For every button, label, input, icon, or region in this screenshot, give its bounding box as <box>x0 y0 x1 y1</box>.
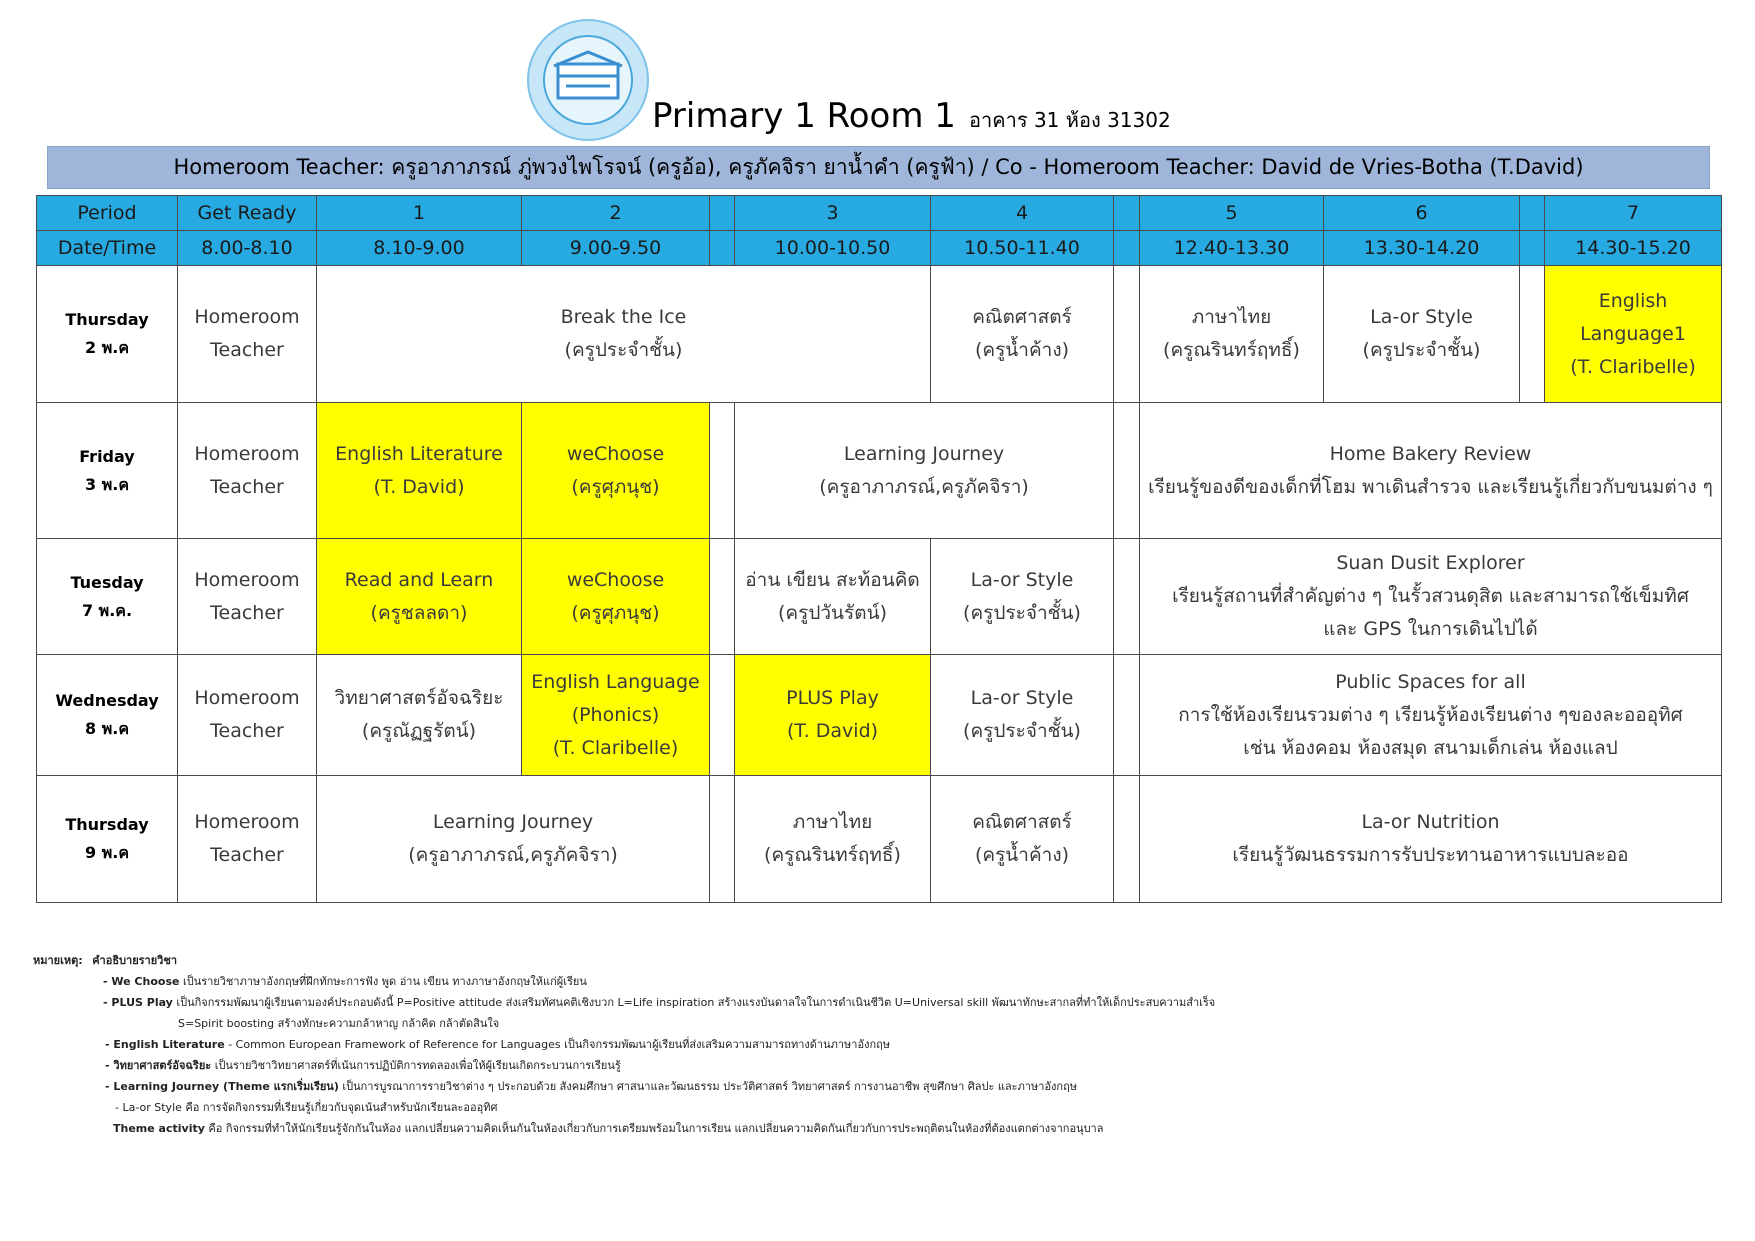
notes-prefix: หมายเหตุ: <box>33 954 83 967</box>
day-date: 3 พ.ค <box>84 474 130 494</box>
homeroom-cell <box>178 776 317 903</box>
note-text: เป็นรายวิชาภาษาอังกฤษที่ฝึกทักษะการฟัง พูด อ่าน เขียน ทางภาษาอังกฤษให้แก่ผู้เรียน <box>182 975 587 988</box>
cell-line: La-or Style <box>970 568 1074 591</box>
time-2: 9.00-9.50 <box>522 231 710 266</box>
break-gap <box>710 231 735 266</box>
break-gap <box>710 196 735 231</box>
lunch-gap <box>1114 403 1140 539</box>
cell-line: (ครูอาภาภรณ์,ครูภัคจิรา) <box>819 475 1029 498</box>
note-line <box>33 971 1215 992</box>
note-term: - วิทยาศาสตร์อัจฉริยะ <box>105 1059 212 1072</box>
notes-heading: คำอธิบายรายวิชา <box>92 954 177 967</box>
timetable <box>36 195 1722 903</box>
cell-line: weChoose <box>566 568 665 591</box>
period-6: 6 <box>1324 196 1520 231</box>
datetime-label: Date/Time <box>37 231 178 266</box>
subject-cell <box>1140 776 1722 903</box>
subject-cell-highlight <box>1545 266 1722 403</box>
cell-line: English <box>1598 289 1668 312</box>
cell-line: (ครูณรินทร์ฤทธิ์) <box>1163 339 1300 361</box>
cell-line: (ครูน้ำค้าง) <box>974 339 1070 361</box>
subject-cell <box>317 776 710 903</box>
note-line <box>33 1097 1215 1118</box>
note-term: Theme activity <box>113 1122 205 1135</box>
time-6: 13.30-14.20 <box>1324 231 1520 266</box>
day-date: 8 พ.ค <box>84 719 130 738</box>
note-term: - PLUS Play <box>103 996 173 1009</box>
cell-line: English Literature <box>335 442 503 465</box>
table-row <box>37 403 1722 539</box>
cell-line: Teacher <box>210 475 284 498</box>
note-term: - English Literature <box>105 1038 225 1051</box>
cell-line: (ครูศุภนุช) <box>571 475 660 498</box>
cell-line: เช่น ห้องคอม ห้องสมุด สนามเด็กเล่น ห้องแลป <box>1243 736 1618 759</box>
cell-line: Teacher <box>210 720 284 742</box>
cell-line: Read and Learn <box>344 568 494 591</box>
cell-line: การใช้ห้องเรียนรวมต่าง ๆ เรียนรู้ห้องเรียนต่าง ๆของละอออุทิศ <box>1178 703 1683 726</box>
break-gap <box>710 403 735 539</box>
cell-line: (ครูศุภนุช) <box>571 601 660 624</box>
cell-line: (ครูปวันรัตน์) <box>778 601 887 624</box>
subject-cell <box>1140 266 1324 403</box>
day-name: Thursday <box>65 815 149 834</box>
lunch-gap <box>1114 196 1140 231</box>
table-row <box>37 539 1722 655</box>
cell-line: อ่าน เขียน สะท้อนคิด <box>745 568 920 591</box>
day-name: Thursday <box>65 310 149 329</box>
time-get-ready: 8.00-8.10 <box>178 231 317 266</box>
cell-line: Homeroom <box>194 442 300 465</box>
cell-line: (T. David) <box>373 475 465 498</box>
subject-cell-highlight <box>522 539 710 655</box>
subject-cell <box>735 776 931 903</box>
period-2: 2 <box>522 196 710 231</box>
cell-line: Homeroom <box>194 811 300 833</box>
cell-line: เรียนรู้วัฒนธรรมการรับประทานอาหารแบบละออ <box>1232 844 1629 866</box>
day-date: 2 พ.ค <box>84 338 130 357</box>
cell-line: (ครูณรินทร์ฤทธิ์) <box>764 844 901 866</box>
note-term: - We Choose <box>103 975 180 988</box>
cell-line: คณิตศาสตร์ <box>972 811 1072 833</box>
cell-line: weChoose <box>566 442 665 465</box>
period-4: 4 <box>931 196 1114 231</box>
cell-line: (ครูประจำชั้น) <box>963 601 1081 624</box>
cell-line: La-or Style <box>1370 306 1473 328</box>
cell-line: (ครูประจำชั้น) <box>564 339 683 361</box>
table-row <box>37 655 1722 776</box>
subject-cell <box>1140 655 1722 776</box>
break-gap <box>710 655 735 776</box>
note-line <box>33 992 1215 1013</box>
period-row <box>37 196 1722 231</box>
subject-cell-highlight <box>522 403 710 539</box>
cell-line: (ครูประจำชั้น) <box>963 720 1081 742</box>
break-gap <box>710 539 735 655</box>
homeroom-text: Homeroom Teacher: ครูอาภาภรณ์ ภู่พวงไพโรจน์ (ครูอ้อ), ครูภัคจิรา ยาน้ำคำ (ครูฟ้า) / Co - Homeroom Teacher: David de Vries-Botha (T.David) <box>173 155 1584 179</box>
subject-cell-highlight <box>522 655 710 776</box>
period-label: Period <box>37 196 178 231</box>
subject-cell-highlight <box>317 403 522 539</box>
cell-line: (T. David) <box>786 720 879 742</box>
note-text: เป็นการบูรณาการรายวิชาต่าง ๆ ประกอบด้วย สังคมศึกษา ศาสนาและวัฒนธรรม ประวัติศาสตร์ วิทยาศาสตร์ การงานอาชีพ สุขศึกษา ศิลปะ และภาษาอังกฤษ <box>342 1080 1077 1093</box>
note-line <box>33 1055 1215 1076</box>
day-cell <box>37 539 178 655</box>
note-term: - Learning Journey (Theme แรกเริ่มเรียน) <box>105 1080 339 1093</box>
cell-line: (ครูประจำชั้น) <box>1362 339 1481 361</box>
note-text: เป็นรายวิชาวิทยาศาสตร์ที่เน้นการปฏิบัติการทดลองเพื่อให้ผู้เรียนเกิดกระบวนการเรียนรู้ <box>214 1059 621 1072</box>
cell-line: Homeroom <box>194 306 300 328</box>
period-1: 1 <box>317 196 522 231</box>
subject-cell <box>931 776 1114 903</box>
homeroom-cell <box>178 403 317 539</box>
cell-line: Learning Journey <box>432 811 594 833</box>
cell-line: Learning Journey <box>843 442 1005 465</box>
cell-line: (Phonics) <box>571 703 660 726</box>
note-text: คือ กิจกรรมที่ทำให้นักเรียนรู้จักกันในห้อง แลกเปลี่ยนความคิดเห็นกันในห้องเกี่ยวกับการเตรียมพร้อมในการเรียน แลกเปลี่ยนความคิดกันเกี่ยวกับการประพฤติตนในห้องที่ต้องแตกต่างจากอนุบาล <box>208 1122 1104 1135</box>
subject-cell <box>317 266 931 403</box>
note-line <box>33 1118 1215 1139</box>
subject-cell <box>317 655 522 776</box>
lunch-gap <box>1114 776 1140 903</box>
cell-line: เรียนรู้สถานที่สำคัญต่าง ๆ ในรั้วสวนดุสิต และสามารถใช้เข็มทิศ <box>1172 585 1689 607</box>
cell-line: Teacher <box>210 339 284 361</box>
subject-cell <box>931 266 1114 403</box>
cell-line: ภาษาไทย <box>1191 306 1272 328</box>
homeroom-cell <box>178 655 317 776</box>
subject-cell <box>1140 539 1722 655</box>
subject-cell <box>735 403 1114 539</box>
table-row <box>37 266 1722 403</box>
subject-cell <box>735 539 931 655</box>
cell-line: English Language <box>531 670 700 693</box>
break-gap <box>1520 266 1545 403</box>
period-3: 3 <box>735 196 931 231</box>
subject-cell <box>1324 266 1520 403</box>
note-line <box>33 1034 1215 1055</box>
cell-line: La-or Style <box>970 687 1074 709</box>
cell-line: คณิตศาสตร์ <box>972 306 1072 328</box>
cell-line: Language1 <box>1580 322 1686 345</box>
cell-line: PLUS Play <box>786 687 879 709</box>
cell-line: Homeroom <box>194 687 300 709</box>
lunch-gap <box>1114 266 1140 403</box>
cell-line: Break the Ice <box>560 306 687 328</box>
day-cell <box>37 655 178 776</box>
note-text: - La-or Style คือ การจัดกิจกรรมที่เรียนรู้เกี่ยวกับจุดเน้นสำหรับนักเรียนละอออุทิศ <box>115 1101 498 1114</box>
break-gap <box>1520 196 1545 231</box>
time-5: 12.40-13.30 <box>1140 231 1324 266</box>
period-7: 7 <box>1545 196 1722 231</box>
subject-cell-highlight <box>317 539 522 655</box>
cell-line: Teacher <box>210 844 284 866</box>
break-gap <box>1520 231 1545 266</box>
note-text: - Common European Framework of Reference for Languages เป็นกิจกรรมพัฒนาผู้เรียนที่ส่งเสริมความสามารถทางด้านภาษาอังกฤษ <box>228 1038 891 1051</box>
table-row <box>37 776 1722 903</box>
notes-title <box>33 950 1215 971</box>
note-line <box>33 1076 1215 1097</box>
day-name: Wednesday <box>55 691 159 710</box>
day-cell <box>37 776 178 903</box>
cell-line: (T. Claribelle) <box>552 736 679 759</box>
subject-cell <box>931 655 1114 776</box>
note-text: เป็นกิจกรรมพัฒนาผู้เรียนตามองค์ประกอบดังนี้ P=Positive attitude ส่งเสริมทัศนคติเชิงบวก L=Life inspiration สร้างแรงบันดาลใจในการดำเนินชีวิต U=Universal skill พัฒนาทักษะสากลที่ทำให้เด็กประสบความสำเร็จ <box>176 996 1216 1009</box>
note-line <box>33 1013 1215 1034</box>
day-date: 7 พ.ค. <box>81 600 133 620</box>
break-gap <box>710 776 735 903</box>
subject-cell <box>931 539 1114 655</box>
cell-line: เรียนรู้ของดีของเด็กที่โฮม พาเดินสำรวจ และเรียนรู้เกี่ยวกับขนมต่าง ๆ <box>1148 475 1713 498</box>
notes-section <box>33 950 1215 1139</box>
cell-line: (ครูณัฏฐรัตน์) <box>361 720 477 742</box>
time-3: 10.00-10.50 <box>735 231 931 266</box>
cell-line: (ครูชลลดา) <box>370 601 468 624</box>
cell-line: (ครูน้ำค้าง) <box>974 844 1070 866</box>
homeroom-cell <box>178 539 317 655</box>
period-5: 5 <box>1140 196 1324 231</box>
class-title: Primary 1 Room 1 <box>652 96 956 136</box>
cell-line: และ GPS ในการเดินไปได้ <box>1323 618 1538 640</box>
cell-line: Home Bakery Review <box>1329 442 1532 465</box>
cell-line: Homeroom <box>194 568 300 591</box>
day-cell <box>37 403 178 539</box>
day-name: Tuesday <box>70 572 144 592</box>
period-get-ready: Get Ready <box>178 196 317 231</box>
time-7: 14.30-15.20 <box>1545 231 1722 266</box>
cell-line: วิทยาศาสตร์อัจฉริยะ <box>334 687 504 709</box>
homeroom-banner <box>47 146 1710 189</box>
subject-cell <box>1140 403 1722 539</box>
cell-line: ภาษาไทย <box>792 811 873 833</box>
cell-line: Public Spaces for all <box>1335 670 1526 693</box>
lunch-gap <box>1114 231 1140 266</box>
cell-line: La-or Nutrition <box>1361 811 1500 833</box>
lunch-gap <box>1114 539 1140 655</box>
time-4: 10.50-11.40 <box>931 231 1114 266</box>
cell-line: (ครูอาภาภรณ์,ครูภัคจิรา) <box>408 844 618 866</box>
day-date: 9 พ.ค <box>84 843 130 862</box>
cell-line: Suan Dusit Explorer <box>1336 552 1525 574</box>
subject-cell-highlight <box>735 655 931 776</box>
homeroom-cell <box>178 266 317 403</box>
time-row <box>37 231 1722 266</box>
page-title <box>652 96 1171 136</box>
room-location: อาคาร 31 ห้อง 31302 <box>969 108 1171 132</box>
day-cell <box>37 266 178 403</box>
note-text: S=Spirit boosting สร้างทักษะความกล้าหาญ กล้าคิด กล้าตัดสินใจ <box>178 1017 500 1030</box>
lunch-gap <box>1114 655 1140 776</box>
cell-line: (T. Claribelle) <box>1570 355 1696 378</box>
time-1: 8.10-9.00 <box>317 231 522 266</box>
day-name: Friday <box>79 446 135 466</box>
cell-line: Teacher <box>210 601 284 624</box>
school-logo <box>526 18 650 142</box>
